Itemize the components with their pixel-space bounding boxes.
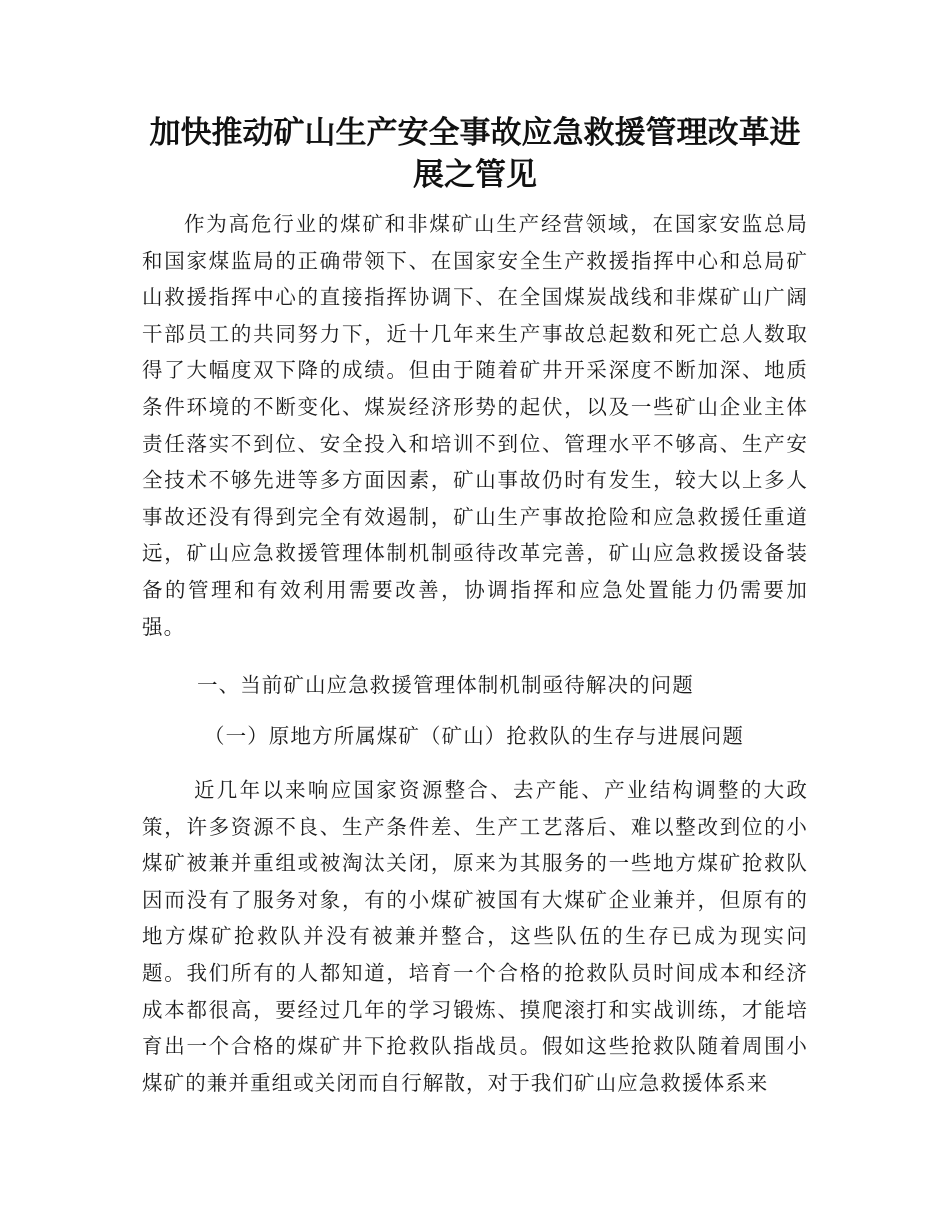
document-title: 加快推动矿山生产安全事故应急救援管理改革进展之管见 <box>149 115 801 193</box>
section-heading: 一、当前矿山应急救援管理体制机制亟待解决的问题 <box>197 673 694 697</box>
subsection-heading: （一）原地方所属煤矿（矿山）抢救队的生存与进展问题 <box>204 724 744 748</box>
intro-paragraph: 作为高危行业的煤矿和非煤矿山生产经营领域，在国家安监总局和国家煤监局的正确带领下、在国家安全生产救援指挥中心和总局矿山救援指挥中心的直接指挥协调下、在全国煤炭战线和非煤矿山广阔干部员工的共同努力下，近十几年来生产事故总起数和死亡总人数取得了大幅度双下降的成绩。但由于随着矿井开采深度不断加深、地质条件环境的不断变化、煤炭经济形势的起伏，以及一些矿山企业主体责任落实不到位、安全投入和培训不到位、管理水平不够高、生产安全技术不够先进等多方面因素，矿山事故仍时有发生，较大以上多人事故还没有得到完全有效遏制，矿山生产事故抢险和应急救援任重道远，矿山应急救援管理体制机制亟待改革完善，矿山应急救援设备装备的管理和有效利用需要改善，协调指挥和应急处置能力仍需要加强。 <box>142 212 808 639</box>
body-paragraph: 近几年以来响应国家资源整合、去产能、产业结构调整的大政策，许多资源不良、生产条件差、生产工艺落后、难以整改到位的小煤矿被兼并重组或被淘汰关闭，原来为其服务的一些地方煤矿抢救队因而没有了服务对象，有的小煤矿被国有大煤矿企业兼并，但原有的地方煤矿抢救队并没有被兼并整合，这些队伍的生存已成为现实问题。我们所有的人都知道，培育一个合格的抢救队员时间成本和经济成本都很高，要经过几年的学习锻炼、摸爬滚打和实战训练，才能培育出一个合格的煤矿井下抢救队指战员。假如这些抢救队随着周围小煤矿的兼并重组或关闭而自行解散，对于我们矿山应急救援体系来 <box>142 778 808 1095</box>
